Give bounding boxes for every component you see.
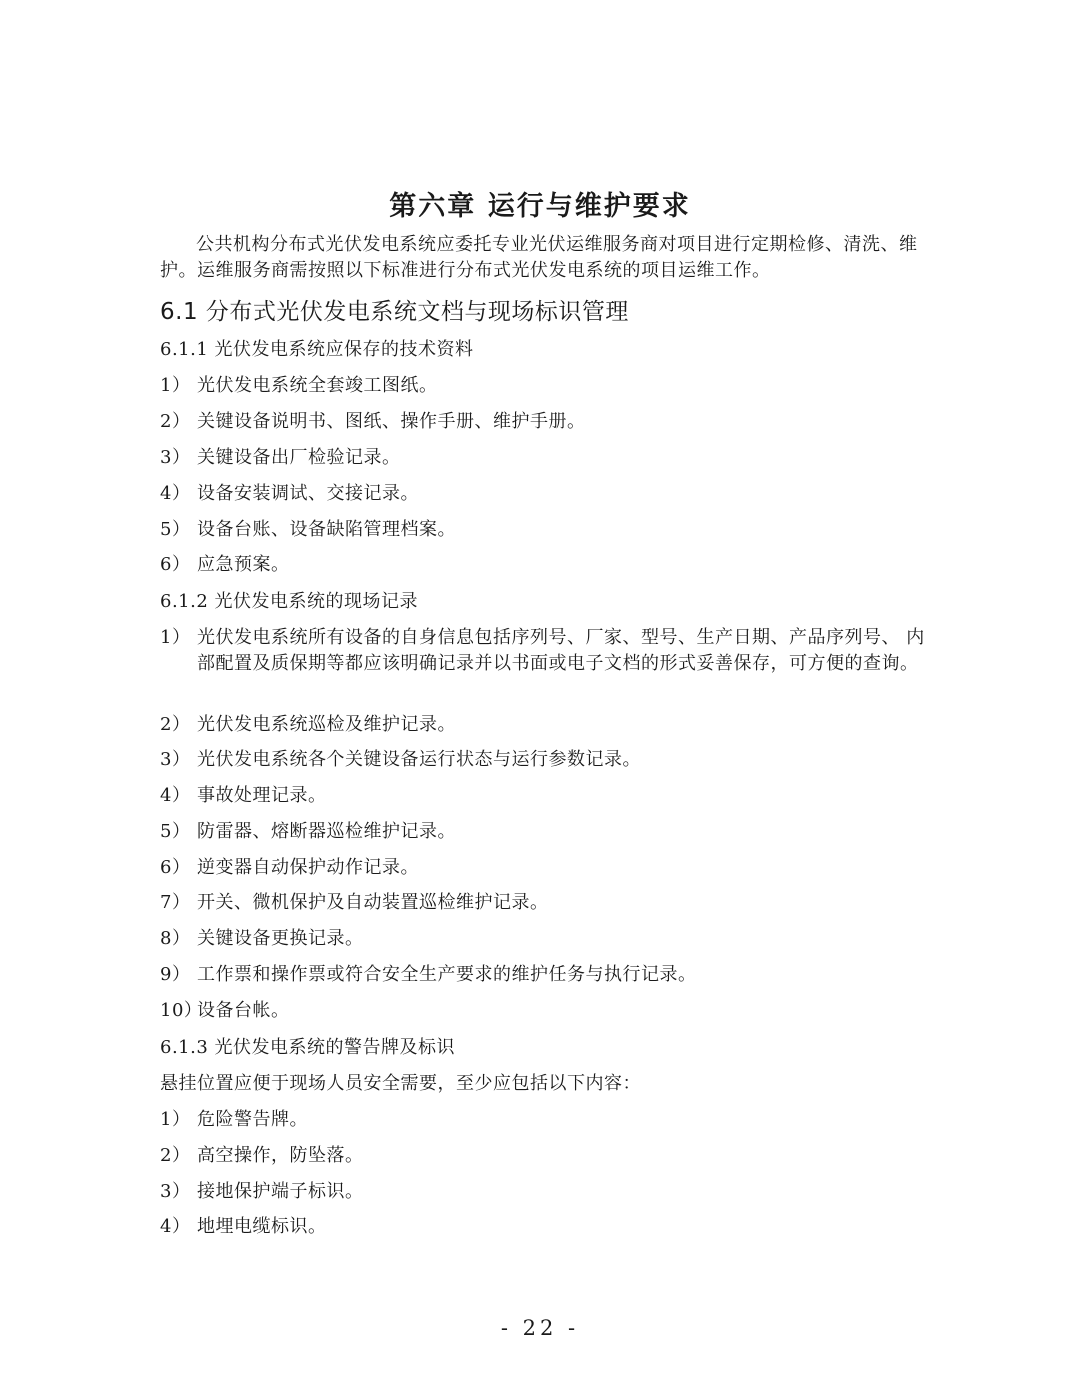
list-item — [160, 1143, 931, 1169]
list-item — [160, 819, 931, 845]
section-6-1-title: 6.1 分布式光伏发电系统文档与现场标识管理 — [160, 299, 629, 325]
list-item-text: 关键设备出厂检验记录。 — [197, 447, 401, 468]
list-item — [160, 998, 931, 1024]
list-item-number: 4） — [160, 483, 191, 504]
list-item — [160, 517, 931, 543]
list-item — [160, 783, 931, 809]
list-item — [160, 1214, 931, 1240]
list-item-text: 防雷器、熔断器巡检维护记录。 — [197, 821, 456, 842]
list-item-text: 高空操作，防坠落。 — [197, 1145, 364, 1166]
subsection-6-1-3-heading: 6.1.3 光伏发电系统的警告牌及标识 — [160, 1037, 456, 1058]
list-item-text: 关键设备更换记录。 — [197, 928, 364, 949]
list-item-number: 3） — [160, 1181, 191, 1202]
list-item-text: 关键设备说明书、图纸、操作手册、维护手册。 — [197, 411, 586, 432]
list-item — [160, 373, 931, 399]
list-item-number: 2） — [160, 411, 191, 432]
list-item-number: 2） — [160, 714, 191, 735]
list-item-number: 1） — [160, 375, 191, 396]
list-item-text: 工作票和操作票或符合安全生产要求的维护任务与执行记录。 — [197, 964, 697, 985]
list-item-text: 光伏发电系统各个关键设备运行状态与运行参数记录。 — [197, 749, 641, 770]
list-item — [160, 445, 931, 471]
list-item-text: 地埋电缆标识。 — [197, 1216, 327, 1237]
list-item-number: 9） — [160, 964, 191, 985]
list-item — [160, 926, 931, 952]
subsection-6-1-1-heading: 6.1.1 光伏发电系统应保存的技术资料 — [160, 339, 474, 360]
list-item — [160, 855, 931, 881]
list-item — [160, 409, 931, 435]
list-item-number: 3） — [160, 749, 191, 770]
subsection-6-1-3-lead: 悬挂位置应便于现场人员安全需要，至少应包括以下内容： — [160, 1073, 641, 1094]
list-item-text: 设备台账、设备缺陷管理档案。 — [197, 519, 456, 540]
list-item-text: 危险警告牌。 — [197, 1109, 308, 1130]
list-item-text: 设备安装调试、交接记录。 — [197, 483, 419, 504]
list-item — [160, 962, 931, 988]
list-item-text: 接地保护端子标识。 — [197, 1181, 364, 1202]
list-item — [160, 747, 931, 773]
list-item-number: 6） — [160, 554, 191, 575]
list-item-text: 光伏发电系统所有设备的自身信息包括序列号、厂家、型号、生产日期、产品序列号、 内部配置及质保期等都应该明确记录并以书面或电子文档的形式妥善保存，可方便的查询。 — [197, 627, 925, 674]
list-item-number: 6） — [160, 857, 191, 878]
list-item-text: 设备台帐。 — [197, 1000, 290, 1021]
list-item — [160, 890, 931, 916]
list-item-number: 4） — [160, 1216, 191, 1237]
list-item-text: 光伏发电系统全套竣工图纸。 — [197, 375, 438, 396]
list-item-text: 应急预案。 — [197, 554, 290, 575]
list-item-number: 1） — [160, 1109, 191, 1130]
list-item — [160, 552, 931, 578]
page-number: - 22 - — [500, 1316, 580, 1340]
list-item-number: 5） — [160, 519, 191, 540]
subsection-6-1-2-heading: 6.1.2 光伏发电系统的现场记录 — [160, 591, 419, 612]
list-item — [160, 1179, 931, 1205]
list-item-number: 8） — [160, 928, 191, 949]
list-item — [160, 481, 931, 507]
list-item-number: 10） — [160, 1000, 203, 1021]
list-item-number: 2） — [160, 1145, 191, 1166]
list-item-number: 4） — [160, 785, 191, 806]
list-item-text: 光伏发电系统巡检及维护记录。 — [197, 714, 456, 735]
list-item-text: 逆变器自动保护动作记录。 — [197, 857, 419, 878]
list-item-number: 5） — [160, 821, 191, 842]
list-item-number: 1） — [160, 627, 191, 648]
list-item — [160, 625, 931, 677]
chapter-title: 第六章 运行与维护要求 — [389, 191, 691, 222]
list-item-number: 3） — [160, 447, 191, 468]
list-item-text: 事故处理记录。 — [197, 785, 327, 806]
list-item-number: 7） — [160, 892, 191, 913]
list-item — [160, 712, 931, 738]
list-item-text: 开关、微机保护及自动装置巡检维护记录。 — [197, 892, 549, 913]
list-item — [160, 1107, 931, 1133]
intro-paragraph: 公共机构分布式光伏发电系统应委托专业光伏运维服务商对项目进行定期检修、清洗、维护。运维服务商需按照以下标准进行分布式光伏发电系统的项目运维工作。 — [160, 234, 918, 281]
